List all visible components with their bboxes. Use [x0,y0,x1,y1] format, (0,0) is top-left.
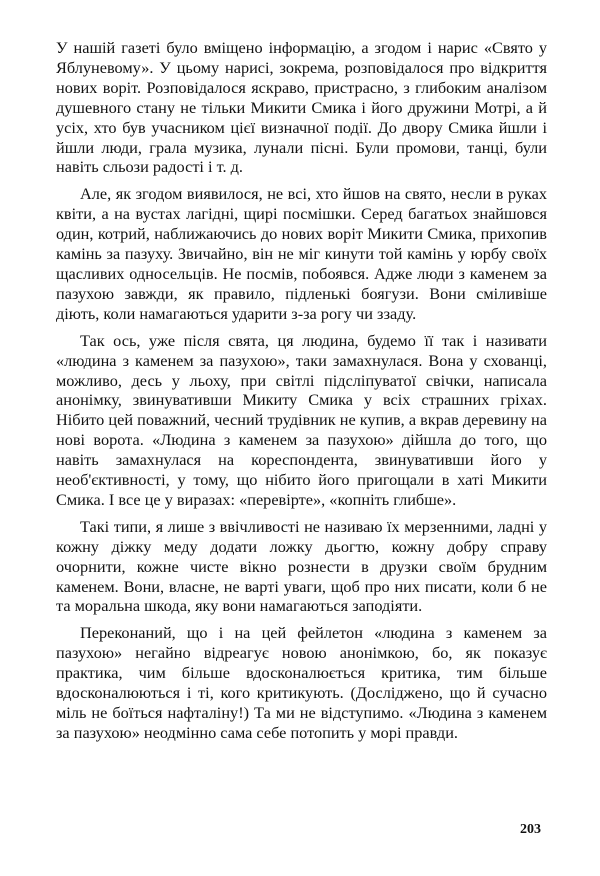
page-number: 203 [520,822,541,837]
paragraph-1: У нашій газеті було вміщено інформацію, а згодом і нарис «Свято у Яблуневому». У цьому нарисі, зокрема, розповідалося про відкриття нових воріт. Розповідалося яскраво, пристрасно, з глибоким аналізом душевного стану не тільки Микити Смика і його дружини Мотрі, а й усіх, хто був учасником цієї визначної події. До двору Смика йшли і йшли люди, грала музика, лунали пісні. Були промови, танці, були навіть сльози радості і т. д. [56,38,547,177]
paragraph-2: Але, як згодом виявилося, не всі, хто йшов на свято, несли в руках квіти, а на вустах лагідні, щирі посмішки. Серед багатьох знайшовся один, котрий, наближаючись до нових воріт Микити Смика, прихопив камінь за пазуху. Звичайно, він не міг кинути той камінь у юрбу своїх щасливих односельців. Не посмів, побоявся. Адже люди з каменем за пазухою завжди, як правило, підленькі боягузи. Вони сміливіше діють, коли намагаються ударити з-за рогу чи ззаду. [56,184,547,323]
paragraph-4: Такі типи, я лише з ввічливості не називаю їх мерзенними, ладні у кожну діжку меду додати ложку дьогтю, кожну добру справу очорнити, кожне чисте вікно рознести в друзки своїм брудним каменем. Вони, власне, не варті уваги, щоб про них писати, коли б не та моральна шкода, яку вони намагаються заподіяти. [56,516,547,616]
paragraph-3: Так ось, уже після свята, ця людина, будемо її так і називати «людина з каменем за пазухою», таки замахнулася. Вона у схованці, можливо, десь у льоху, при світлі підсліпуватої свічки, написала анонімку, звинувативши Микиту Смика у всіх страшних гріхах. Нібито цей поважний, чесний трудівник не купив, а вкрав деревину на нові ворота. «Людина з каменем за пазухою» дійшла до того, що навіть замахнулася на кореспондента, звинувативши його у необ'єктивності, у тому, що нібито його пригощали в хаті Микити Смика. І все це у виразах: «перевірте», «копніть глибше». [56,330,547,509]
page-body [56,38,547,743]
paragraph-5: Переконаний, що і на цей фейлетон «людина з каменем за пазухою» негайно відреагує новою анонімкою, бо, як показує практика, чим більше вдосконалюється критика, тим більше вдосконалюються і ті, кого критикують. (Досліджено, що й сучасно міль не боїться нафталіну!) Та ми не відступимо. «Людина з каменем за пазухою» неодмінно сама себе потопить у морі правди. [56,623,547,742]
